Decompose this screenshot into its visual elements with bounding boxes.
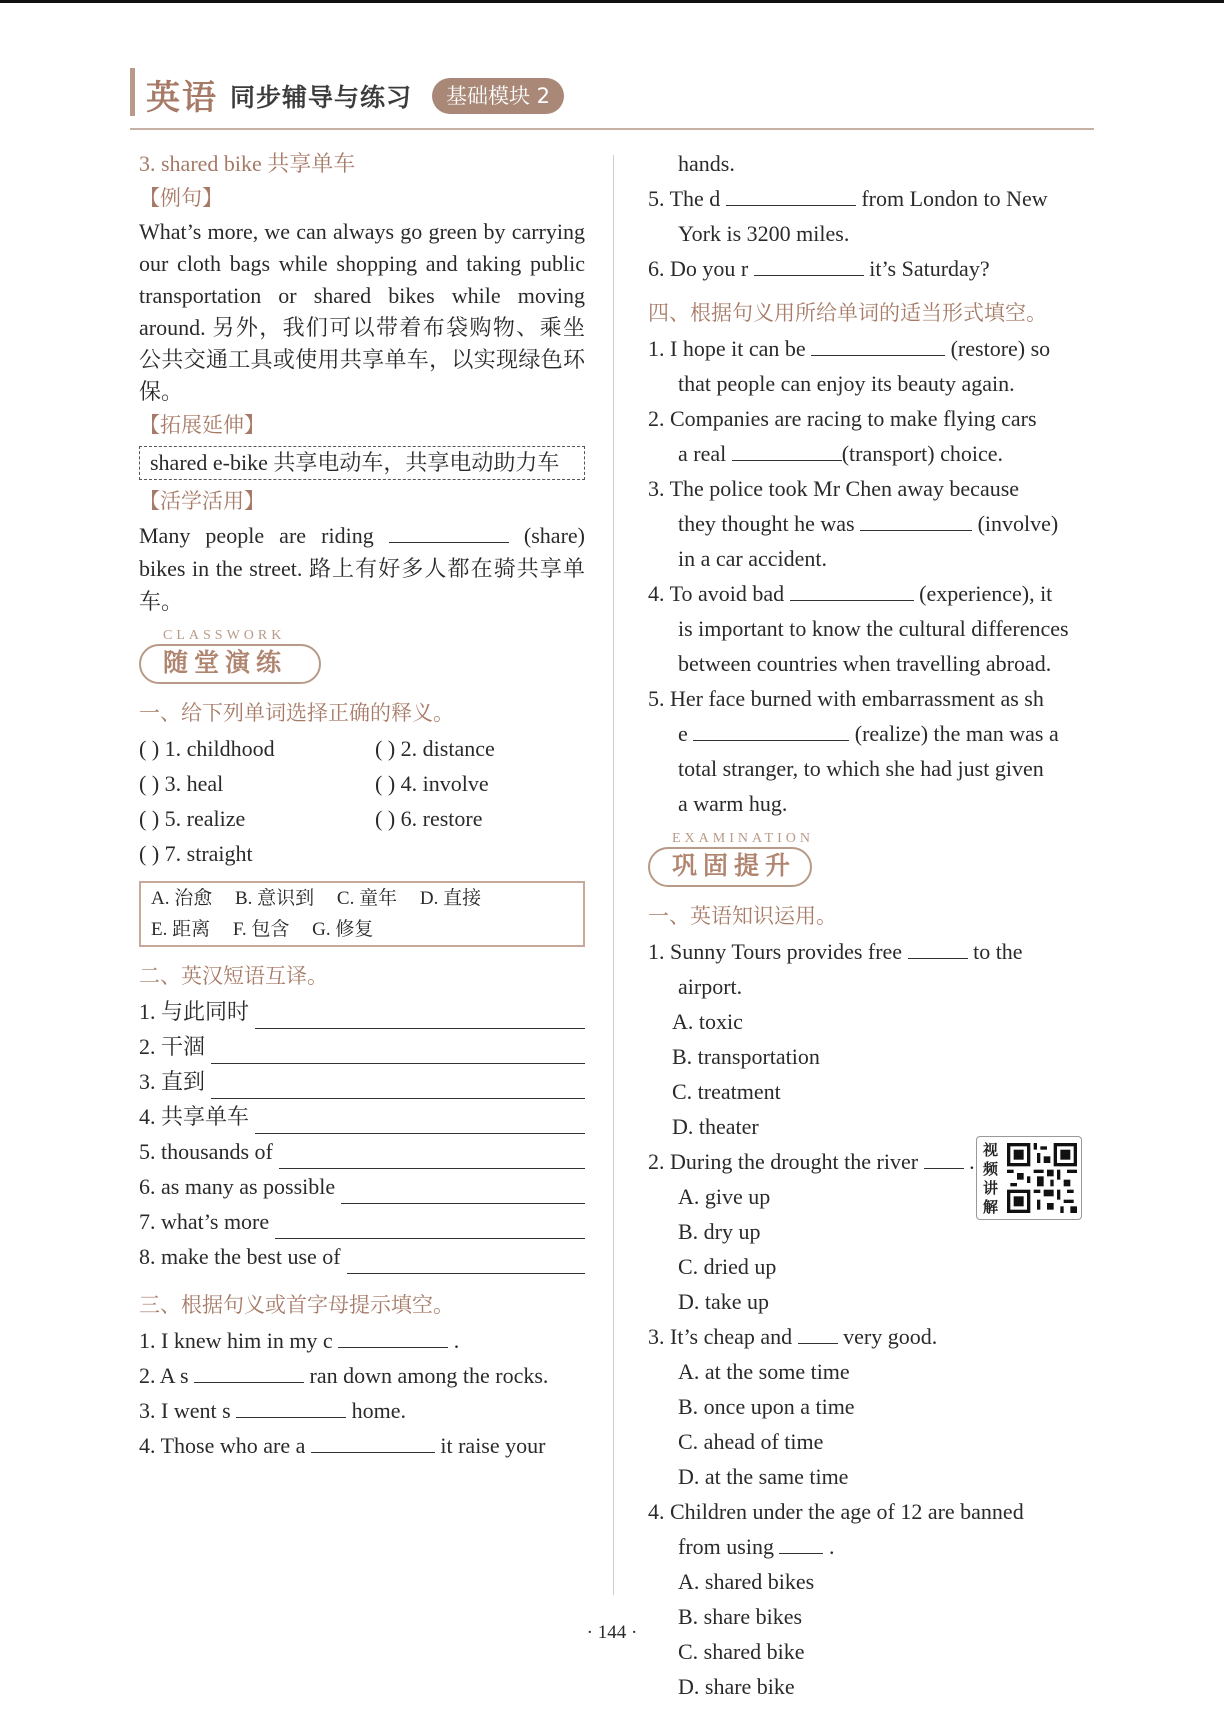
answer-blank[interactable] xyxy=(236,1397,346,1418)
classwork-zh: 随堂演练 xyxy=(163,648,288,677)
q-text: (experience), it xyxy=(919,581,1053,606)
sec1-item[interactable]: ( ) 7. straight xyxy=(139,841,253,866)
header-module-badge: 基础模块 2 xyxy=(432,78,564,114)
q-text: total stranger, to which she had just given xyxy=(678,756,1044,781)
sec3-q6 xyxy=(648,251,1094,286)
sec3-q2 xyxy=(139,1358,585,1393)
mc-option[interactable]: C. treatment xyxy=(672,1079,781,1104)
q-text: (involve) xyxy=(977,511,1059,536)
q-text: e xyxy=(678,721,688,746)
sec1-item[interactable]: ( ) 2. distance xyxy=(375,736,495,761)
option: F. 包含 xyxy=(232,919,290,940)
q-text: . xyxy=(828,1534,835,1559)
qr-code-icon xyxy=(1007,1143,1077,1213)
sec3-q3 xyxy=(139,1393,585,1428)
answer-blank[interactable] xyxy=(338,1327,448,1348)
answer-blank[interactable] xyxy=(732,440,842,461)
sec1-options-box xyxy=(139,881,585,947)
sec2-item xyxy=(139,1029,585,1064)
mc-option[interactable]: A. shared bikes xyxy=(678,1569,815,1594)
apply-pre: Many people are riding xyxy=(139,523,374,548)
sec2-item xyxy=(139,1134,585,1169)
s4-q5: 5. Her face burned with embarrassment as sh xyxy=(648,686,1044,711)
mc-option[interactable]: B. once upon a time xyxy=(678,1394,855,1419)
s4-q2-cont xyxy=(648,436,1094,471)
sec3-title: 三、根据句义或首字母提示填空。 xyxy=(139,1293,454,1317)
apply-label: 【活学活用】 xyxy=(139,489,265,513)
mc-option[interactable]: D. at the same time xyxy=(678,1464,849,1489)
sec2-item xyxy=(139,1064,585,1099)
mc-option[interactable]: D. share bike xyxy=(678,1674,795,1699)
extend-text: shared e-bike 共享电动车，共享电动助力车 xyxy=(150,450,560,475)
answer-blank[interactable] xyxy=(798,1323,838,1344)
apply-hint: (share) xyxy=(523,523,585,548)
mc-option[interactable]: C. dried up xyxy=(678,1254,777,1279)
answer-line[interactable] xyxy=(279,1146,585,1169)
answer-line[interactable] xyxy=(275,1216,585,1239)
s4-q2: 2. Companies are racing to make flying cars xyxy=(648,406,1037,431)
top-border xyxy=(0,0,1224,3)
q-text: 1. I knew him in my c xyxy=(139,1328,333,1353)
q-text: to the xyxy=(973,939,1023,964)
sec1-row xyxy=(139,766,585,801)
q-text: 1. Sunny Tours provides free xyxy=(648,939,903,964)
column-divider xyxy=(613,155,614,1595)
option: G. 修复 xyxy=(312,919,374,940)
s4-q3-cont xyxy=(648,506,1094,541)
answer-line[interactable] xyxy=(211,1041,585,1064)
sec2-prompt: 8. make the best use of xyxy=(139,1244,341,1269)
q-text: . xyxy=(969,1149,975,1174)
sec2-item xyxy=(139,1204,585,1239)
q-text: 6. Do you r xyxy=(648,256,749,281)
q-text: they thought he was xyxy=(678,511,855,536)
s4-q5-cont xyxy=(648,716,1094,751)
mc-q3 xyxy=(648,1319,1094,1354)
page-header xyxy=(130,66,1090,120)
q-text: 3. It’s cheap and xyxy=(648,1324,793,1349)
sec2-prompt: 5. thousands of xyxy=(139,1139,273,1164)
answer-blank[interactable] xyxy=(790,580,914,601)
sec1-item[interactable]: ( ) 3. heal xyxy=(139,771,224,796)
answer-line[interactable] xyxy=(341,1181,585,1204)
q-text: a real xyxy=(678,441,727,466)
mc-option[interactable]: A. toxic xyxy=(672,1009,743,1034)
sec2-prompt: 1. 与此同时 xyxy=(139,999,250,1024)
answer-line[interactable] xyxy=(211,1076,585,1099)
q-text: 1. I hope it can be xyxy=(648,336,806,361)
mc-option[interactable]: A. give up xyxy=(678,1184,771,1209)
sec2-prompt: 3. 直到 xyxy=(139,1069,206,1094)
q-text: from using xyxy=(678,1534,774,1559)
q-text: 2. During the drought the river xyxy=(648,1149,919,1174)
header-accent-bar xyxy=(130,68,135,116)
q-text: 5. The d xyxy=(648,186,721,211)
mc-option[interactable]: B. share bikes xyxy=(678,1604,803,1629)
option: C. 童年 xyxy=(336,888,398,909)
answer-blank[interactable] xyxy=(908,938,968,959)
answer-line[interactable] xyxy=(347,1251,585,1274)
sec2-prompt: 2. 干涸 xyxy=(139,1034,206,1059)
sec1-title: 一、给下列单词选择正确的释义。 xyxy=(139,701,454,725)
sec3-q5 xyxy=(648,181,1094,216)
mc-option[interactable]: A. at the some time xyxy=(678,1359,850,1384)
q-text: it raise your xyxy=(440,1433,546,1458)
s4-q1 xyxy=(648,331,1094,366)
answer-blank[interactable] xyxy=(693,720,849,741)
q-text: (restore) so xyxy=(950,336,1051,361)
apply-blank[interactable] xyxy=(389,522,509,543)
extend-label: 【拓展延伸】 xyxy=(139,413,265,437)
q-text: 3. I went s xyxy=(139,1398,231,1423)
item-title: 3. shared bike 共享单车 xyxy=(139,151,356,176)
sec1-row xyxy=(139,731,585,766)
mc-q1-options xyxy=(648,1004,1094,1144)
sec2-prompt: 6. as many as possible xyxy=(139,1174,336,1199)
page-number: · 144 · xyxy=(586,1622,638,1643)
q-text: 4. To avoid bad xyxy=(648,581,785,606)
mc-option[interactable]: D. theater xyxy=(672,1114,759,1139)
mc-option[interactable]: D. take up xyxy=(678,1289,770,1314)
answer-blank[interactable] xyxy=(194,1362,304,1383)
sec2-prompt: 7. what’s more xyxy=(139,1209,270,1234)
sec1-row xyxy=(139,836,585,871)
q-text: airport. xyxy=(678,974,743,999)
sec1-item[interactable]: ( ) 4. involve xyxy=(375,771,489,796)
sec5-title: 一、英语知识运用。 xyxy=(648,904,837,928)
q-text: a warm hug. xyxy=(678,791,788,816)
q-text: between countries when travelling abroad. xyxy=(678,651,1052,676)
qr-label: 视频讲解 xyxy=(983,1141,999,1216)
extend-box xyxy=(139,446,585,480)
q-text: it’s Saturday? xyxy=(869,256,990,281)
video-qr-code[interactable] xyxy=(976,1136,1082,1220)
sec1-item[interactable]: ( ) 5. realize xyxy=(139,806,246,831)
mc-option[interactable]: C. ahead of time xyxy=(678,1429,824,1454)
sec4-title: 四、根据句义用所给单词的适当形式填空。 xyxy=(648,301,1047,325)
q-text: from London to New xyxy=(861,186,1048,211)
s4-q3: 3. The police took Mr Chen away because xyxy=(648,476,1020,501)
sec3-q5-cont: York is 3200 miles. xyxy=(678,221,850,246)
q-text: home. xyxy=(351,1398,407,1423)
sec3-q4 xyxy=(139,1428,585,1463)
sec1-row xyxy=(139,801,585,836)
q-text: 4. Those who are a xyxy=(139,1433,306,1458)
sec2-prompt: 4. 共享单车 xyxy=(139,1104,250,1129)
answer-blank[interactable] xyxy=(726,185,856,206)
sec1-item[interactable]: ( ) 6. restore xyxy=(375,806,483,831)
sec2-item xyxy=(139,1239,585,1274)
answer-blank[interactable] xyxy=(779,1533,823,1554)
examination-zh: 巩固提升 xyxy=(672,851,797,880)
mc-option[interactable]: B. dry up xyxy=(678,1219,761,1244)
mc-q4: 4. Children under the age of 12 are banned xyxy=(648,1499,1024,1524)
q-text: in a car accident. xyxy=(678,546,828,571)
classwork-en: CLASSWORK xyxy=(163,628,286,643)
q-text: (realize) the man was a xyxy=(854,721,1059,746)
q-text: very good. xyxy=(843,1324,938,1349)
header-subject: 英语 xyxy=(146,78,218,118)
left-column xyxy=(139,146,585,1463)
answer-line[interactable] xyxy=(255,1006,585,1029)
sec2-title: 二、英汉短语互译。 xyxy=(139,964,328,988)
answer-blank[interactable] xyxy=(754,255,864,276)
mc-option[interactable]: B. transportation xyxy=(672,1044,820,1069)
option: E. 距离 xyxy=(151,919,211,940)
examination-en: EXAMINATION xyxy=(672,831,814,846)
answer-blank[interactable] xyxy=(811,335,945,356)
sec2-item xyxy=(139,1169,585,1204)
answer-blank[interactable] xyxy=(860,510,972,531)
q-text: (transport) choice. xyxy=(841,441,1003,466)
apply-text xyxy=(139,519,585,618)
header-book-title: 同步辅导与练习 xyxy=(230,83,413,112)
sec2-item xyxy=(139,1099,585,1134)
q-text: is important to know the cultural differences xyxy=(678,616,1069,641)
examination-badge xyxy=(648,831,1094,895)
option: A. 治愈 xyxy=(151,888,213,909)
answer-blank[interactable] xyxy=(311,1432,435,1453)
q-text: 2. A s xyxy=(139,1363,189,1388)
option: D. 直接 xyxy=(419,888,482,909)
mc-option[interactable]: C. shared bike xyxy=(678,1639,805,1664)
answer-blank[interactable] xyxy=(924,1148,964,1169)
q-text: that people can enjoy its beauty again. xyxy=(678,371,1015,396)
sec2-item xyxy=(139,994,585,1029)
classwork-badge xyxy=(139,628,585,692)
header-rule xyxy=(130,128,1094,130)
sec1-item[interactable]: ( ) 1. childhood xyxy=(139,736,275,761)
sec3-q1 xyxy=(139,1323,585,1358)
option: B. 意识到 xyxy=(234,888,315,909)
answer-line[interactable] xyxy=(255,1111,585,1134)
mc-q1 xyxy=(648,934,1094,969)
q-text: ran down among the rocks. xyxy=(309,1363,549,1388)
q-text: . xyxy=(453,1328,460,1353)
example-text: What’s more, we can always go green by carrying our cloth bags while shopping and taking public transportation or shared bikes while moving around. 另外，我们可以带着布袋购物、乘坐公共交通工具或使用共享单车，以实现绿色环保。 xyxy=(139,219,585,404)
example-label: 【例句】 xyxy=(139,186,223,210)
mc-q4-cont xyxy=(648,1529,1094,1564)
apply-post: bikes in the street. 路上有好多人都在骑共享单车。 xyxy=(139,556,585,614)
right-column xyxy=(648,146,1094,1704)
continued-text: hands. xyxy=(678,151,735,176)
s4-q4 xyxy=(648,576,1094,611)
